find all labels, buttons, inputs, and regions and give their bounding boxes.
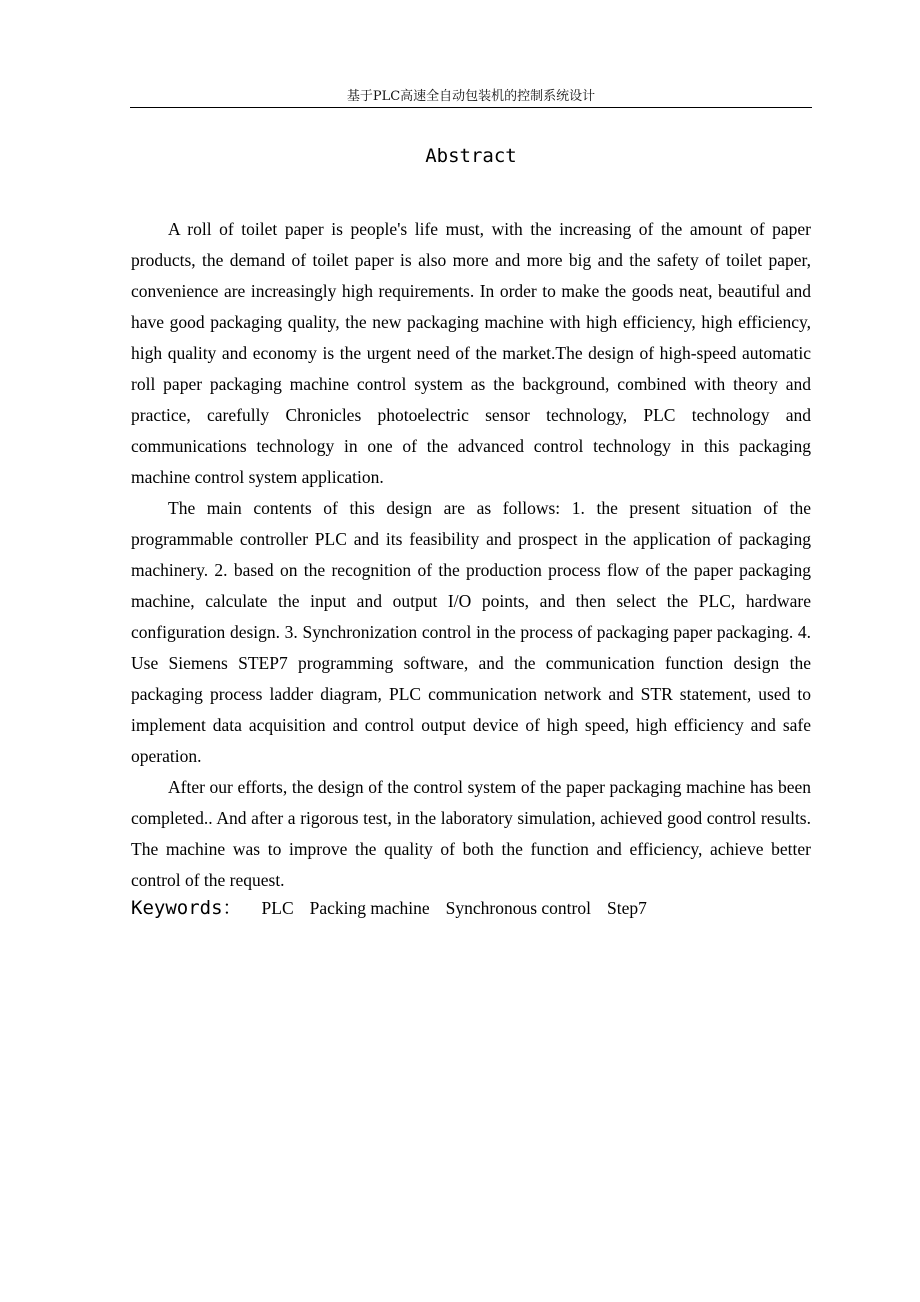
keywords-line: [131, 893, 811, 924]
keyword-item: PLC: [261, 898, 294, 918]
abstract-body: [131, 214, 811, 896]
abstract-paragraph-3: After our efforts, the design of the control system of the paper packaging machine has been completed.. And after a rigorous test, in the laboratory simulation, achieved good control results. The machine was to improve the quality of both the function and efficiency, achieve better control of the request.: [131, 777, 811, 890]
running-header: 基于PLC高速全自动包装机的控制系统设计: [346, 89, 596, 104]
keywords-label: Keywords：: [131, 897, 242, 919]
abstract-title: Abstract: [425, 145, 517, 167]
abstract-paragraph-1: A roll of toilet paper is people's life must, with the increasing of the amount of paper products, the demand of toilet paper is also more and more big and the safety of toilet paper, convenience are increasingly high requirements. In order to make the goods neat, beautiful and have good packaging quality, the new packaging machine with high efficiency, high efficiency, high quality and economy is the urgent need of the market.The design of high-speed automatic roll paper packaging machine control system as the background, combined with theory and practice, carefully Chronicles photoelectric sensor technology, PLC technology and communications technology in one of the advanced control technology in this packaging machine control system application.: [131, 219, 811, 487]
keyword-item: Synchronous control: [445, 898, 591, 918]
keyword-item: Step7: [607, 898, 647, 918]
keyword-item: Packing machine: [309, 898, 430, 918]
abstract-paragraph-2: The main contents of this design are as follows: 1. the present situation of the programmable controller PLC and its feasibility and prospect in the application of packaging machinery. 2. based on the recognition of the production process flow of the paper packaging machine, calculate the input and output I/O points, and then select the PLC, hardware configuration design. 3. Synchronization control in the process of packaging paper packaging. 4. Use Siemens STEP7 programming software, and the communication function design the packaging process ladder diagram, PLC communication network and STR statement, used to implement data acquisition and control output device of high speed, high efficiency and safe operation.: [131, 498, 811, 766]
header-rule: [130, 107, 812, 108]
